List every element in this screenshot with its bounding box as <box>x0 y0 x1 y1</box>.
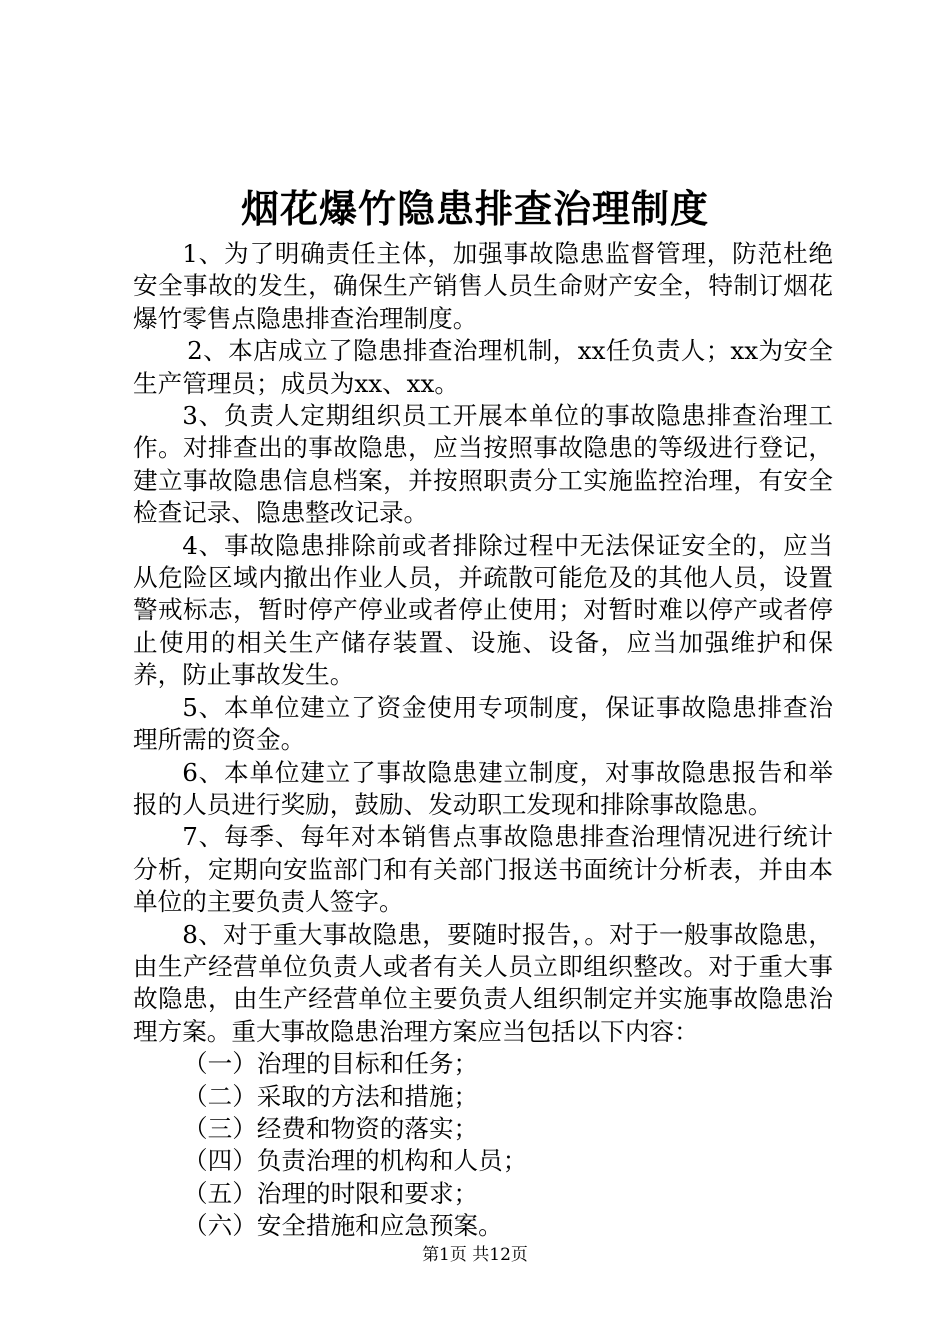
list-item-1: （一）治理的目标和任务； <box>183 1049 479 1079</box>
list-item-3: （三）经费和物资的落实； <box>183 1113 479 1143</box>
paragraph-8: 8、对于重大事故隐患，要随时报告，。对于一般事故隐患，由生产经营单位负责人或者有关人员立即组织整改。对于重大事故隐患，由生产经营单位主要负责人组织制定并实施事故隐患治理方案。重大事故隐患治理方案应当包括以下内容： <box>133 919 833 1046</box>
paragraph-1: 1、为了明确责任主体，加强事故隐患监督管理，防范杜绝安全事故的发生，确保生产销售人员生命财产安全，特制订烟花爆竹零售点隐患排查治理制度。 <box>133 239 833 333</box>
paragraph-5: 5、本单位建立了资金使用专项制度，保证事故隐患排查治理所需的资金。 <box>133 692 833 755</box>
paragraph-2: 2、本店成立了隐患排查治理机制，xx任负责人；xx为安全生产管理员；成员为xx、xx。 <box>133 336 833 398</box>
list-item-6: （六）安全措施和应急预案。 <box>183 1211 503 1241</box>
list-item-5: （五）治理的时限和要求； <box>183 1178 479 1208</box>
paragraph-3: 3、负责人定期组织员工开展本单位的事故隐患排查治理工作。对排查出的事故隐患，应当按照事故隐患的等级进行登记，建立事故隐患信息档案，并按照职责分工实施监控治理，有安全检查记录、隐患整改记录。 <box>133 401 833 528</box>
list-item-2: （二）采取的方法和措施； <box>183 1081 479 1111</box>
paragraph-6: 6、本单位建立了事故隐患建立制度，对事故隐患报告和举报的人员进行奖励，鼓励、发动职工发现和排除事故隐患。 <box>133 757 833 819</box>
paragraph-7: 7、每季、每年对本销售点事故隐患排查治理情况进行统计分析，定期向安监部门和有关部门报送书面统计分析表，并由本单位的主要负责人签字。 <box>133 822 833 917</box>
paragraph-4: 4、事故隐患排除前或者排除过程中无法保证安全的，应当从危险区域内撤出作业人员，并疏散可能危及的其他人员，设置警戒标志，暂时停产停业或者停止使用；对暂时难以停产或者停止使用的相关生产储存装置、设施、设备，应当加强维护和保养，防止事故发生。 <box>133 530 833 690</box>
page-number-footer: 第1页 共12页 <box>422 1245 528 1265</box>
document-body <box>133 238 833 1243</box>
list-item-4: （四）负责治理的机构和人员； <box>183 1146 528 1176</box>
document-title: 烟花爆竹隐患排查治理制度 <box>240 186 709 231</box>
